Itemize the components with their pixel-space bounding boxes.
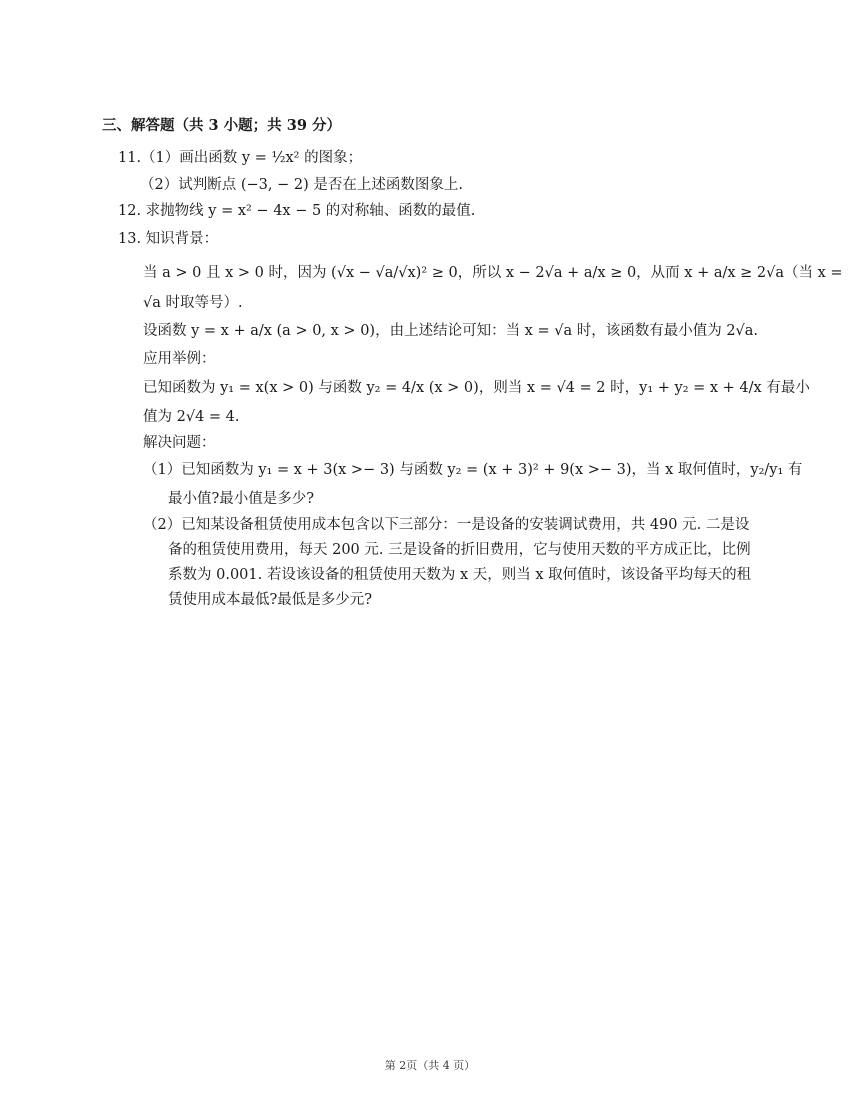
question-13-part-2-line-3: 系数为 0.001. 若设该设备的租赁使用天数为 x 天，则当 x 取何值时，该设备平均每天的租 (168, 567, 752, 583)
question-13-part-1-line-2: 最小值?最小值是多少? (168, 491, 315, 507)
question-13-part-1-line-1: （1）已知函数为 y₁ = x + 3(x >− 3) 与函数 y₂ = (x + 3)² + 9(x >− 3)，当 x 取何值时，y₂/y₁ 有 (143, 462, 803, 478)
question-13-background-line-2: √a 时取等号）. (143, 295, 243, 311)
question-12-line-1: 12. 求抛物线 y = x² − 4x − 5 的对称轴、函数的最值. (118, 203, 476, 219)
page-footer: 第 2页（共 4 页） (384, 1059, 476, 1072)
question-13-part-2-line-1: （2）已知某设备租赁使用成本包含以下三部分：一是设备的安装调试费用，共 490 元. 二是设 (143, 517, 750, 533)
section-heading: 三、解答题（共 3 小题；共 39 分） (102, 117, 341, 134)
question-13-solve-label: 解决问题： (143, 435, 216, 451)
question-13-background-line-1: 当 a > 0 且 x > 0 时，因为 (√x − √a/√x)² ≥ 0，所以 x − 2√a + a/x ≥ 0，从而 x + a/x ≥ 2√a（当 x = (143, 265, 843, 281)
question-13-label: 13. 知识背景： (118, 231, 219, 247)
question-13-part-2-line-2: 备的租赁使用费用，每天 200 元. 三是设备的折旧费用，它与使用天数的平方成正比，比例 (168, 542, 751, 558)
question-13-example-line-2: 值为 2√4 = 4. (143, 409, 240, 425)
question-11-line-2: （2）试判断点 (−3, − 2) 是否在上述函数图象上. (140, 177, 463, 193)
question-13-example-label: 应用举例： (143, 351, 216, 367)
question-13-background-line-3: 设函数 y = x + a/x (a > 0, x > 0)，由上述结论可知：当 x = √a 时，该函数有最小值为 2√a. (143, 323, 759, 339)
question-13-part-2-line-4: 赁使用成本最低?最低是多少元? (168, 592, 373, 608)
question-13-example-line-1: 已知函数为 y₁ = x(x > 0) 与函数 y₂ = 4/x (x > 0)，则当 x = √4 = 2 时，y₁ + y₂ = x + 4/x 有最小 (143, 380, 810, 396)
question-11-line-1: 11.（1）画出函数 y = ½x² 的图象； (118, 150, 363, 166)
